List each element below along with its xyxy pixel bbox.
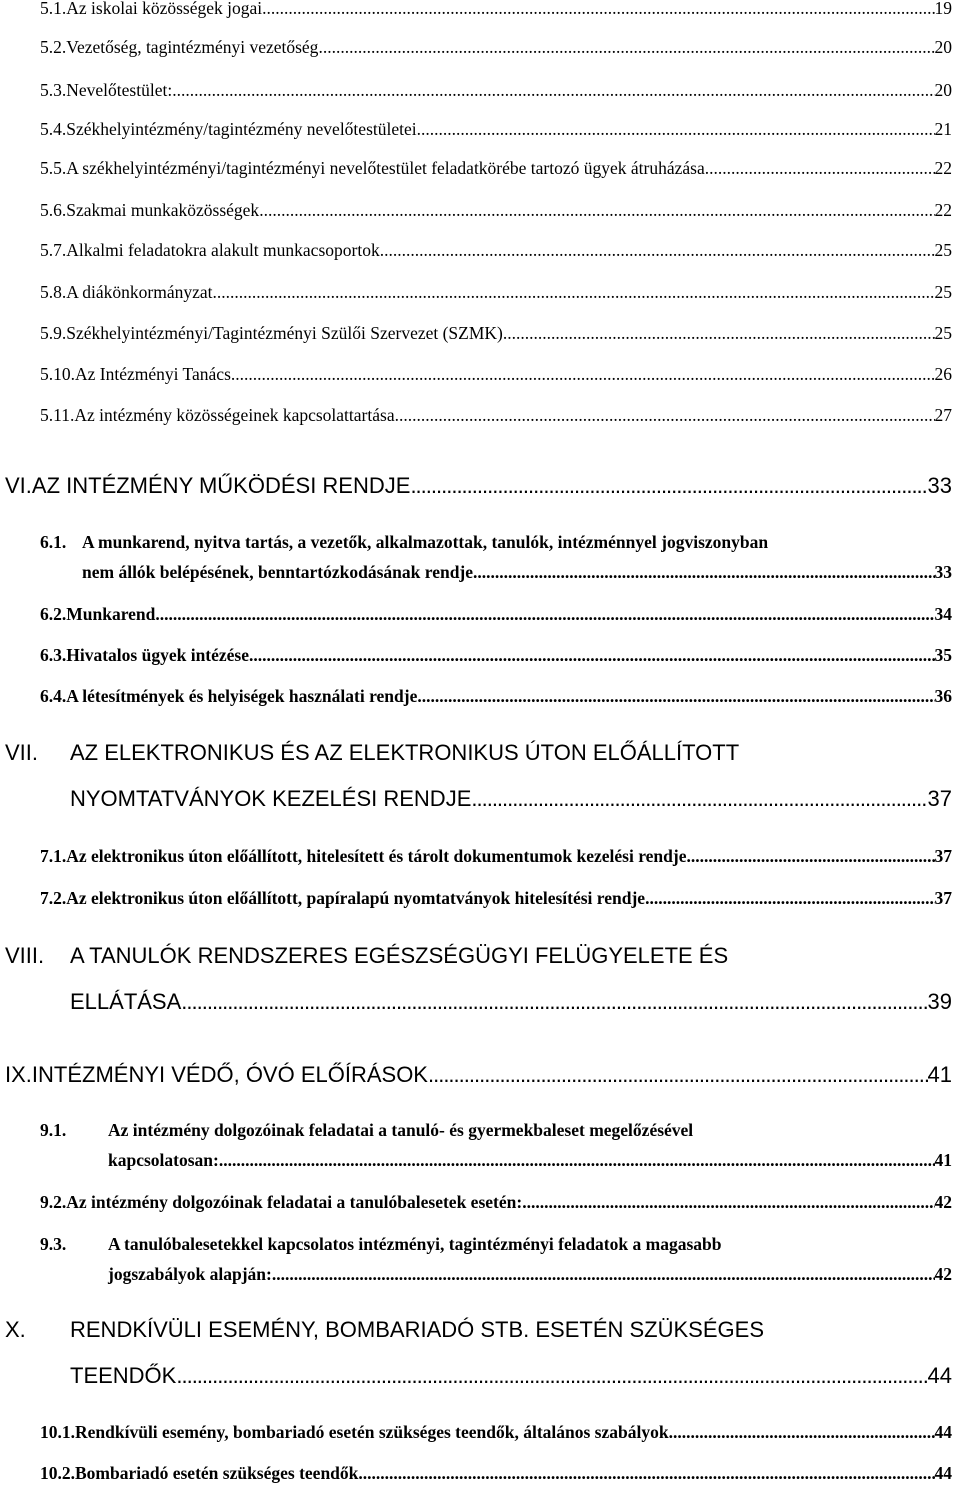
dot-leader [249,645,934,666]
page-number: 22 [934,200,952,220]
page-number: 27 [934,405,952,425]
dot-leader [219,1150,935,1171]
toc-chapter-IX[interactable] [5,1062,952,1088]
entry-title-line1[interactable]: Az intézmény dolgozóinak feladatai a tanuló- és gyermekbaleset megelőzésével [108,1120,694,1140]
entry-title: Az intézmény dolgozóinak feladatai a tanulóbalesetek esetén: [66,1192,523,1212]
entry-number: 5.10. [40,364,75,384]
entry-number: IX. [5,1062,32,1087]
toc-entry-10.2[interactable] [40,1463,952,1484]
dot-leader [272,1264,935,1285]
toc-entry-5.3[interactable] [40,80,952,101]
dot-leader [686,846,934,867]
entry-number: 5.5. [40,158,67,178]
toc-entry-7.1[interactable] [40,846,952,867]
entry-number: VII. [5,740,39,765]
page-number: 33 [927,473,952,498]
entry-title: Az elektronikus úton előállított, hitelesített és tárolt dokumentumok kezelési rendje [66,846,687,866]
toc-entry-5.1[interactable] [40,0,952,19]
entry-number: 5.1. [40,0,67,18]
entry-number: 10.1. [40,1422,75,1442]
entry-number: 7.2. [40,888,67,908]
dot-leader [471,786,927,812]
dot-leader [172,80,934,101]
entry-title: NYOMTATVÁNYOK KEZELÉSI RENDJE [70,786,472,811]
entry-title: Az elektronikus úton előállított, papíralapú nyomtatványok hitelesítési rendje [66,888,646,908]
entry-title: Alkalmi feladatokra alakult munkacsoportok [66,240,380,260]
entry-number: VI. [5,473,32,498]
dot-leader [503,323,935,344]
toc-entry-6.1[interactable] [82,562,952,583]
entry-title: Az intézmény közösségeinek kapcsolattartása [74,405,395,425]
entry-title: AZ INTÉZMÉNY MŰKÖDÉSI RENDJE [31,473,411,498]
entry-title-line1[interactable]: A munkarend, nyitva tartás, a vezetők, alkalmazottak, tanulók, intézménnyel jogviszonyban [82,532,769,552]
dot-leader [213,282,935,303]
page-number: 37 [934,846,952,866]
page-number: 34 [934,604,952,624]
page-number: 22 [934,158,952,178]
page-number: 39 [927,989,952,1014]
entry-number: 5.9. [40,323,67,343]
dot-leader [231,364,935,385]
entry-number: 5.4. [40,119,67,139]
entry-title: INTÉZMÉNYI VÉDŐ, ÓVÓ ELŐÍRÁSOK [31,1062,428,1087]
entry-number: 6.1. [40,532,67,552]
dot-leader [645,888,934,909]
toc-entry-5.5[interactable] [40,158,952,179]
toc-entry-6.2[interactable] [40,604,952,625]
page-number: 37 [934,888,952,908]
dot-leader [410,473,927,499]
toc-entry-9.1[interactable] [108,1150,952,1171]
entry-number: X. [5,1317,26,1342]
toc-entry-5.6[interactable] [40,200,952,221]
entry-title: Az iskolai közösségek jogai [66,0,263,18]
entry-title-line1[interactable]: RENDKÍVÜLI ESEMÉNY, BOMBARIADÓ STB. ESETÉN SZÜKSÉGES [70,1317,764,1342]
page-number: 35 [934,645,952,665]
page-number: 44 [934,1463,952,1483]
entry-number: 6.2. [40,604,67,624]
toc-entry-5.4[interactable] [40,119,952,140]
page-number: 41 [927,1062,952,1087]
dot-leader [522,1192,934,1213]
entry-title: Bombariadó esetén szükséges teendők [75,1463,359,1483]
page-number: 42 [934,1264,952,1284]
entry-title: Munkarend [66,604,156,624]
page-number: 19 [934,0,952,18]
dot-leader [358,1463,934,1484]
entry-number: 6.3. [40,645,67,665]
dot-leader [155,604,934,625]
entry-title: Székhelyintézményi/Tagintézményi Szülői Szervezet (SZMK) [66,323,503,343]
entry-title: A diákönkormányzat [66,282,213,302]
entry-title: Székhelyintézmény/tagintézmény nevelőtestületei [66,119,417,139]
entry-number: 7.1. [40,846,67,866]
page-number: 33 [934,562,952,582]
toc-entry-5.11[interactable] [40,405,952,426]
entry-title: TEENDŐK [70,1363,177,1388]
dot-leader [705,158,935,179]
entry-title: ELLÁTÁSA [70,989,182,1014]
toc-entry-5.2[interactable] [40,37,952,58]
dot-leader [428,1062,928,1088]
dot-leader [380,240,935,261]
page-number: 25 [934,323,952,343]
dot-leader [176,1363,927,1389]
entry-number: 5.2. [40,37,67,57]
dot-leader [669,1422,935,1443]
entry-title: Hivatalos ügyek intézése [66,645,250,665]
toc-entry-5.10[interactable] [40,364,952,385]
toc-chapter-VI[interactable] [5,473,952,499]
dot-leader [473,562,934,583]
entry-title: jogszabályok alapján: [108,1264,272,1284]
toc-chapter-VIII[interactable] [70,989,952,1015]
entry-number: 9.3. [40,1234,67,1254]
entry-number: 5.8. [40,282,67,302]
entry-title: nem állók belépésének, benntartózkodásának rendje [82,562,474,582]
page-number: 42 [934,1192,952,1212]
dot-leader [259,200,934,221]
entry-title-line1[interactable]: A TANULÓK RENDSZERES EGÉSZSÉGÜGYI FELÜGYELETE ÉS [70,943,729,968]
entry-number: 5.7. [40,240,67,260]
page-number: 25 [934,240,952,260]
toc-entry-9.3[interactable] [108,1264,952,1285]
entry-number: 9.1. [40,1120,67,1140]
entry-title: A székhelyintézményi/tagintézményi nevelőtestület feladatkörébe tartozó ügyek átruházása [66,158,705,178]
entry-title: Szakmai munkaközösségek [66,200,260,220]
page-number: 44 [927,1363,952,1388]
toc-chapter-VII[interactable] [70,786,952,812]
page-number: 25 [934,282,952,302]
page-number: 41 [934,1150,952,1170]
dot-leader [417,119,935,140]
page-number: 21 [934,119,952,139]
entry-title-line1[interactable]: A tanulóbalesetekkel kapcsolatos intézményi, tagintézményi feladatok a magasabb [108,1234,722,1254]
dot-leader [181,989,927,1015]
page-number: 37 [927,786,952,811]
dot-leader [395,405,935,426]
dot-leader [262,0,934,19]
entry-number: 10.2. [40,1463,75,1483]
page-number: 20 [934,37,952,57]
dot-leader [318,37,934,58]
entry-number: 5.3. [40,80,67,100]
entry-title: Nevelőtestület: [66,80,173,100]
entry-number: 6.4. [40,686,67,706]
entry-number: 5.6. [40,200,67,220]
toc-chapter-X[interactable] [70,1363,952,1389]
toc-entry-5.7[interactable] [40,240,952,261]
toc-entry-6.3[interactable] [40,645,952,666]
page-number: 20 [934,80,952,100]
toc-entry-9.2[interactable] [40,1192,952,1213]
dot-leader [417,686,934,707]
toc-entry-5.8[interactable] [40,282,952,303]
page-number: 36 [934,686,952,706]
page-number: 44 [934,1422,952,1442]
entry-number: 5.11. [40,405,75,425]
entry-title: Rendkívüli esemény, bombariadó esetén szükséges teendők, általános szabályok [75,1422,669,1442]
entry-title: A létesítmények és helyiségek használati rendje [66,686,418,706]
toc-entry-6.4[interactable] [40,686,952,707]
toc-entry-10.1[interactable] [40,1422,952,1443]
entry-title: Az Intézményi Tanács [75,364,231,384]
toc-entry-5.9[interactable] [40,323,952,344]
entry-title: Vezetőség, tagintézményi vezetőség [66,37,319,57]
entry-number: VIII. [5,943,45,968]
entry-title: kapcsolatosan: [108,1150,219,1170]
entry-number: 9.2. [40,1192,67,1212]
entry-title-line1[interactable]: AZ ELEKTRONIKUS ÉS AZ ELEKTRONIKUS ÚTON ELŐÁLLÍTOTT [70,740,740,765]
page-number: 26 [934,364,952,384]
toc-entry-7.2[interactable] [40,888,952,909]
